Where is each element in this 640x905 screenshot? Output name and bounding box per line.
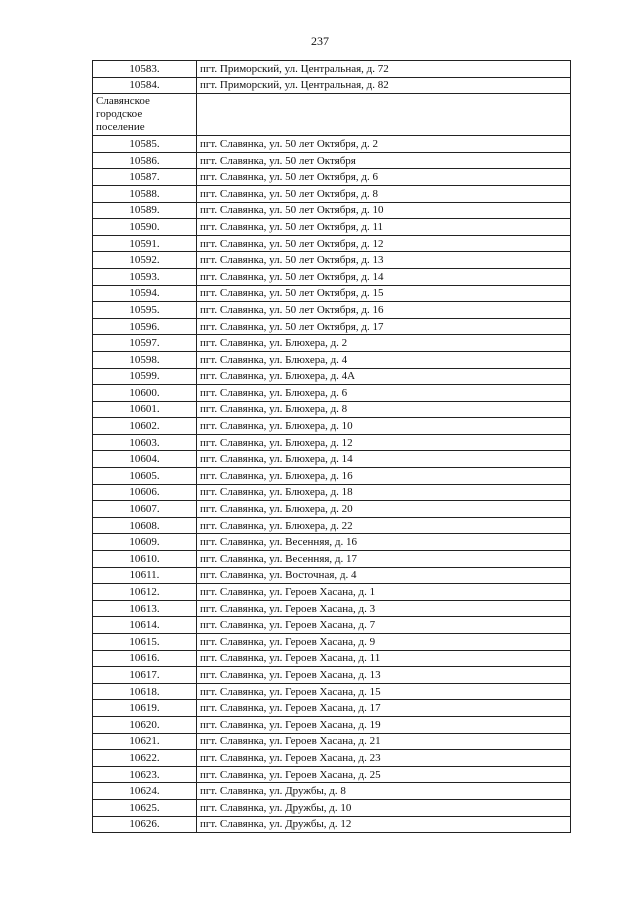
table-row: [93, 351, 571, 368]
row-address-cell: пгт. Славянка, ул. Героев Хасана, д. 17: [197, 700, 571, 717]
row-number-cell: 10611.: [93, 567, 197, 584]
row-address-cell: пгт. Славянка, ул. Героев Хасана, д. 3: [197, 600, 571, 617]
table-row: [93, 335, 571, 352]
table-row: [93, 783, 571, 800]
table-row: [93, 185, 571, 202]
row-address-cell: пгт. Славянка, ул. Героев Хасана, д. 7: [197, 617, 571, 634]
row-number-cell: 10588.: [93, 185, 197, 202]
row-number-cell: 10586.: [93, 152, 197, 169]
table-row: [93, 202, 571, 219]
row-address-cell: пгт. Славянка, ул. Блюхера, д. 18: [197, 484, 571, 501]
rows-after-group: [93, 136, 571, 833]
table-row: [93, 816, 571, 833]
row-number-cell: 10623.: [93, 766, 197, 783]
row-address-cell: пгт. Славянка, ул. 50 лет Октября, д. 14: [197, 268, 571, 285]
table-row: [93, 285, 571, 302]
row-address-cell: пгт. Славянка, ул. Блюхера, д. 14: [197, 451, 571, 468]
row-address-cell: пгт. Славянка, ул. 50 лет Октября, д. 15: [197, 285, 571, 302]
row-number-cell: 10626.: [93, 816, 197, 833]
row-address-cell: пгт. Славянка, ул. Дружбы, д. 10: [197, 799, 571, 816]
row-number-cell: 10617.: [93, 667, 197, 684]
row-address-cell: пгт. Славянка, ул. Героев Хасана, д. 11: [197, 650, 571, 667]
row-number-cell: 10587.: [93, 169, 197, 186]
section-group: [93, 94, 571, 136]
table-row: [93, 551, 571, 568]
table-row: [93, 799, 571, 816]
table-row: [93, 600, 571, 617]
table-row: [93, 77, 571, 94]
table-row: [93, 667, 571, 684]
section-address-cell: [197, 94, 571, 136]
row-address-cell: пгт. Славянка, ул. Блюхера, д. 16: [197, 468, 571, 485]
page-number: 237: [311, 34, 329, 48]
row-number-cell: 10607.: [93, 501, 197, 518]
row-number-cell: 10624.: [93, 783, 197, 800]
table-row: [93, 136, 571, 153]
table-row: [93, 434, 571, 451]
table-row: [93, 683, 571, 700]
row-number-cell: 10589.: [93, 202, 197, 219]
table-row: [93, 219, 571, 236]
row-address-cell: пгт. Славянка, ул. Героев Хасана, д. 1: [197, 584, 571, 601]
table-row: [93, 451, 571, 468]
row-number-cell: 10625.: [93, 799, 197, 816]
row-address-cell: пгт. Славянка, ул. Героев Хасана, д. 13: [197, 667, 571, 684]
row-address-cell: пгт. Славянка, ул. 50 лет Октября, д. 6: [197, 169, 571, 186]
row-number-cell: 10601.: [93, 401, 197, 418]
table-row: [93, 733, 571, 750]
table-row: [93, 385, 571, 402]
row-number-cell: 10615.: [93, 634, 197, 651]
row-address-cell: пгт. Славянка, ул. Героев Хасана, д. 19: [197, 716, 571, 733]
row-number-cell: 10613.: [93, 600, 197, 617]
row-address-cell: пгт. Славянка, ул. Героев Хасана, д. 9: [197, 634, 571, 651]
row-number-cell: 10622.: [93, 750, 197, 767]
table-row: [93, 766, 571, 783]
table-row: [93, 567, 571, 584]
row-address-cell: пгт. Славянка, ул. 50 лет Октября, д. 12: [197, 235, 571, 252]
row-address-cell: пгт. Славянка, ул. Блюхера, д. 6: [197, 385, 571, 402]
table-row: [93, 169, 571, 186]
table-row: [93, 517, 571, 534]
row-address-cell: пгт. Славянка, ул. Блюхера, д. 10: [197, 418, 571, 435]
row-number-cell: 10604.: [93, 451, 197, 468]
table-row: [93, 368, 571, 385]
table-row: [93, 252, 571, 269]
row-address-cell: пгт. Славянка, ул. 50 лет Октября: [197, 152, 571, 169]
row-address-cell: пгт. Славянка, ул. Весенняя, д. 16: [197, 534, 571, 551]
section-row: [93, 94, 571, 136]
table-row: [93, 484, 571, 501]
rows-before-group: [93, 61, 571, 94]
table-row: [93, 650, 571, 667]
table-row: [93, 401, 571, 418]
table-row: [93, 468, 571, 485]
row-number-cell: 10621.: [93, 733, 197, 750]
row-address-cell: пгт. Славянка, ул. Блюхера, д. 22: [197, 517, 571, 534]
row-address-cell: пгт. Славянка, ул. Блюхера, д. 12: [197, 434, 571, 451]
table-row: [93, 235, 571, 252]
row-number-cell: 10585.: [93, 136, 197, 153]
table-row: [93, 534, 571, 551]
row-number-cell: 10598.: [93, 351, 197, 368]
row-number-cell: 10583.: [93, 61, 197, 78]
row-address-cell: пгт. Славянка, ул. Героев Хасана, д. 15: [197, 683, 571, 700]
table-row: [93, 318, 571, 335]
row-address-cell: пгт. Славянка, ул. 50 лет Октября, д. 16: [197, 302, 571, 319]
row-address-cell: пгт. Славянка, ул. Дружбы, д. 8: [197, 783, 571, 800]
row-number-cell: 10596.: [93, 318, 197, 335]
table-row: [93, 501, 571, 518]
table-row: [93, 716, 571, 733]
row-address-cell: пгт. Славянка, ул. Блюхера, д. 4А: [197, 368, 571, 385]
row-number-cell: 10608.: [93, 517, 197, 534]
row-number-cell: 10599.: [93, 368, 197, 385]
row-number-cell: 10590.: [93, 219, 197, 236]
row-number-cell: 10612.: [93, 584, 197, 601]
row-address-cell: пгт. Славянка, ул. 50 лет Октября, д. 2: [197, 136, 571, 153]
row-number-cell: 10592.: [93, 252, 197, 269]
row-number-cell: 10595.: [93, 302, 197, 319]
row-number-cell: 10605.: [93, 468, 197, 485]
row-address-cell: пгт. Славянка, ул. Блюхера, д. 4: [197, 351, 571, 368]
table-row: [93, 584, 571, 601]
row-number-cell: 10616.: [93, 650, 197, 667]
table-row: [93, 152, 571, 169]
row-number-cell: 10610.: [93, 551, 197, 568]
row-number-cell: 10584.: [93, 77, 197, 94]
row-number-cell: 10618.: [93, 683, 197, 700]
row-number-cell: 10614.: [93, 617, 197, 634]
row-address-cell: пгт. Славянка, ул. Весенняя, д. 17: [197, 551, 571, 568]
table-row: [93, 634, 571, 651]
row-address-cell: пгт. Славянка, ул. Блюхера, д. 2: [197, 335, 571, 352]
row-number-cell: 10591.: [93, 235, 197, 252]
table-row: [93, 418, 571, 435]
row-address-cell: пгт. Славянка, ул. 50 лет Октября, д. 11: [197, 219, 571, 236]
row-address-cell: пгт. Славянка, ул. Героев Хасана, д. 21: [197, 733, 571, 750]
row-number-cell: 10602.: [93, 418, 197, 435]
row-number-cell: 10620.: [93, 716, 197, 733]
table-row: [93, 750, 571, 767]
row-number-cell: 10606.: [93, 484, 197, 501]
row-address-cell: пгт. Славянка, ул. Дружбы, д. 12: [197, 816, 571, 833]
row-address-cell: пгт. Приморский, ул. Центральная, д. 82: [197, 77, 571, 94]
table-row: [93, 268, 571, 285]
row-address-cell: пгт. Славянка, ул. Блюхера, д. 20: [197, 501, 571, 518]
address-table: [92, 60, 571, 833]
row-address-cell: пгт. Славянка, ул. Блюхера, д. 8: [197, 401, 571, 418]
row-number-cell: 10619.: [93, 700, 197, 717]
table-row: [93, 302, 571, 319]
row-number-cell: 10593.: [93, 268, 197, 285]
table-row: [93, 617, 571, 634]
row-address-cell: пгт. Славянка, ул. 50 лет Октября, д. 17: [197, 318, 571, 335]
table-row: [93, 700, 571, 717]
row-number-cell: 10603.: [93, 434, 197, 451]
row-number-cell: 10600.: [93, 385, 197, 402]
table-row: [93, 61, 571, 78]
row-address-cell: пгт. Славянка, ул. 50 лет Октября, д. 10: [197, 202, 571, 219]
row-address-cell: пгт. Славянка, ул. Героев Хасана, д. 23: [197, 750, 571, 767]
row-address-cell: пгт. Славянка, ул. 50 лет Октября, д. 8: [197, 185, 571, 202]
row-address-cell: пгт. Славянка, ул. Героев Хасана, д. 25: [197, 766, 571, 783]
row-number-cell: 10594.: [93, 285, 197, 302]
row-number-cell: 10597.: [93, 335, 197, 352]
row-address-cell: пгт. Славянка, ул. 50 лет Октября, д. 13: [197, 252, 571, 269]
row-number-cell: 10609.: [93, 534, 197, 551]
row-address-cell: пгт. Славянка, ул. Восточная, д. 4: [197, 567, 571, 584]
row-address-cell: пгт. Приморский, ул. Центральная, д. 72: [197, 61, 571, 78]
section-label-cell: Славянское городское поселение: [93, 94, 197, 136]
